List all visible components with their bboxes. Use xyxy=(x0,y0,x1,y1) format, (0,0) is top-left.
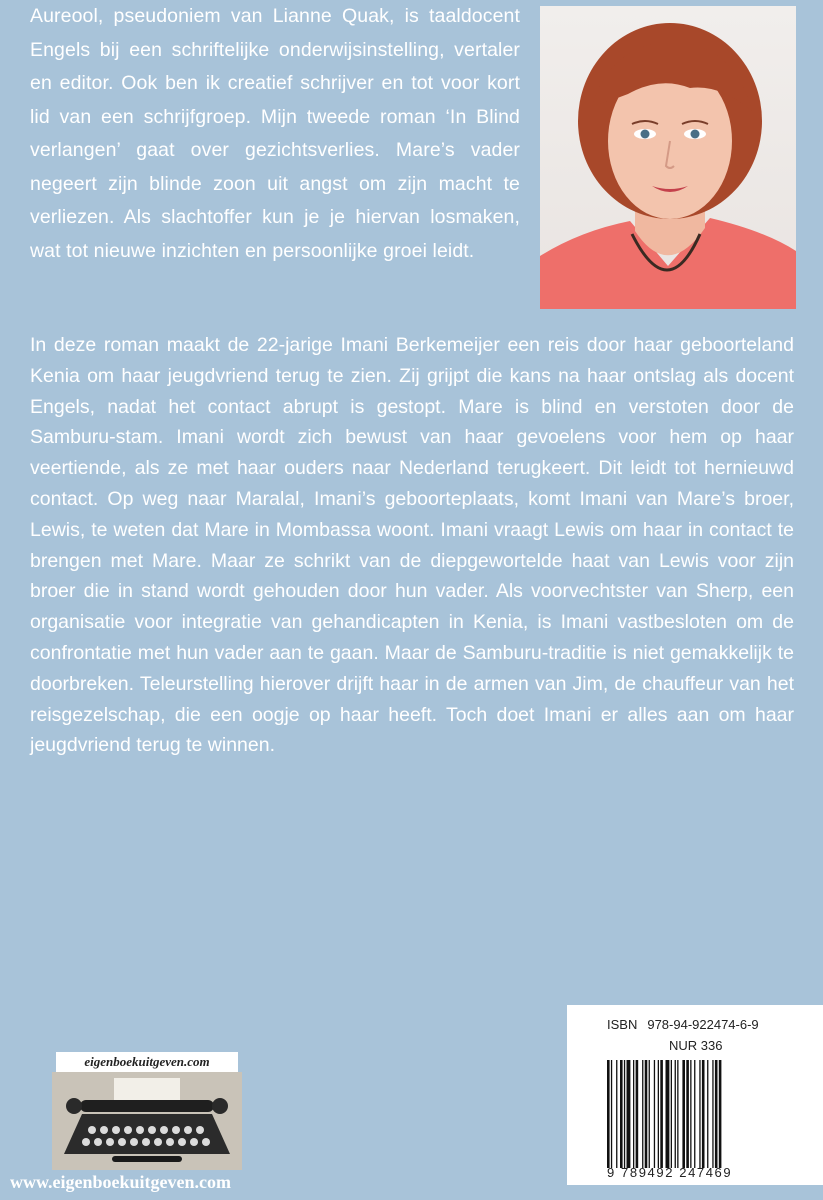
barcode-bar xyxy=(611,1060,612,1168)
barcode-bar xyxy=(642,1060,643,1168)
barcode-bar xyxy=(690,1060,691,1168)
barcode-bar xyxy=(677,1060,678,1168)
barcode-bar xyxy=(666,1060,670,1168)
barcode-bar xyxy=(715,1060,718,1168)
barcode-bar xyxy=(658,1060,659,1168)
author-photo xyxy=(540,6,796,309)
barcode-bar xyxy=(607,1060,610,1168)
nur-code: NUR 336 xyxy=(669,1038,723,1053)
barcode-bar xyxy=(616,1060,617,1168)
barcode-bar xyxy=(707,1060,708,1168)
barcode-bar xyxy=(671,1060,672,1168)
barcode-bar xyxy=(686,1060,689,1168)
barcode-bar xyxy=(675,1060,676,1168)
typewriter-icon xyxy=(52,1072,242,1170)
barcode-bar xyxy=(702,1060,705,1168)
publisher-logo-text: eigenboekuitgeven.com xyxy=(56,1052,238,1072)
author-bio: Aureool, pseudoniem van Lianne Quak, is taaldocent Engels bij een schriftelijke onderwijsinstelling, vertaler en editor. Ook ben ik creatief schrijver en tot voor kort lid van een schrijfgroep. Mijn tweede roman ‘In Blind verlangen’ gaat over gezichtsverlies. Mare’s vader negeert zijn blinde zoon uit angst om zijn macht te verliezen. Als slachtoffer kun je je hiervan losmaken, wat tot nieuwe inzichten en persoonlijke groei leidt. xyxy=(30,5,520,262)
barcode-bar xyxy=(636,1060,639,1168)
isbn-label: ISBN xyxy=(607,1017,638,1032)
synopsis: In deze roman maakt de 22-jarige Imani Berkemeijer een reis door haar geboorteland Kenia om haar jeugdvriend terug te zien. Zij grijpt die kans na haar ontslag als docent Engels, nadat het contact abrupt is gestopt. Mare is blind en verstoten door de Samburu-stam. Imani wordt zich bewust van haar gevoelens voor hem op haar veertiende, als ze met haar ouders naar Nederland terugkeert. Dit leidt tot hernieuwd contact. Op weg naar Maralal, Imani’s geboorteplaats, komt Imani van Mare’s broer, Lewis, te weten dat Mare in Mombassa woont. Imani vraagt Lewis om haar in contact te brengen met Mare. Maar ze schrikt van de diepgewortelde haat van Lewis voor zijn broer die in stand wordt gehouden door hun vader. Als voorvechtster van Sherp, een organisatie voor integratie van gehandicapten in Kenia, is Imani vastbesloten om de confrontatie met hun vader aan te gaan. Maar de Samburu-traditie is niet gemakkelijk te doorbreken. Teleurstelling hierover drijft haar in de armen van Jim, de chauffeur van het reisgezelschap, die een oogje op haar heeft. Toch doet Imani er alles aan om haar jeugdvriend terug te winnen. xyxy=(30,334,794,757)
barcode-bar xyxy=(699,1060,700,1168)
barcode-bar xyxy=(645,1060,648,1168)
publisher-url: www.eigenboekuitgeven.com xyxy=(10,1172,231,1192)
isbn-number: 978-94-922474-6-9 xyxy=(647,1017,759,1032)
barcode-bar xyxy=(660,1060,663,1168)
barcode-bar xyxy=(682,1060,685,1168)
barcode-bar xyxy=(712,1060,713,1168)
isbn-barcode-box xyxy=(567,1005,823,1185)
barcode xyxy=(607,1060,803,1168)
barcode-bar xyxy=(649,1060,650,1168)
barcode-bar xyxy=(633,1060,634,1168)
barcode-bar xyxy=(624,1060,625,1168)
barcode-bar xyxy=(694,1060,695,1168)
barcode-bar xyxy=(654,1060,655,1168)
barcode-bar xyxy=(627,1060,631,1168)
barcode-bar xyxy=(719,1060,722,1168)
isbn-line xyxy=(607,1017,759,1032)
barcode-digits: 9 789492 247469 xyxy=(607,1165,733,1180)
barcode-bar xyxy=(620,1060,623,1168)
publisher-logo xyxy=(52,1052,242,1170)
